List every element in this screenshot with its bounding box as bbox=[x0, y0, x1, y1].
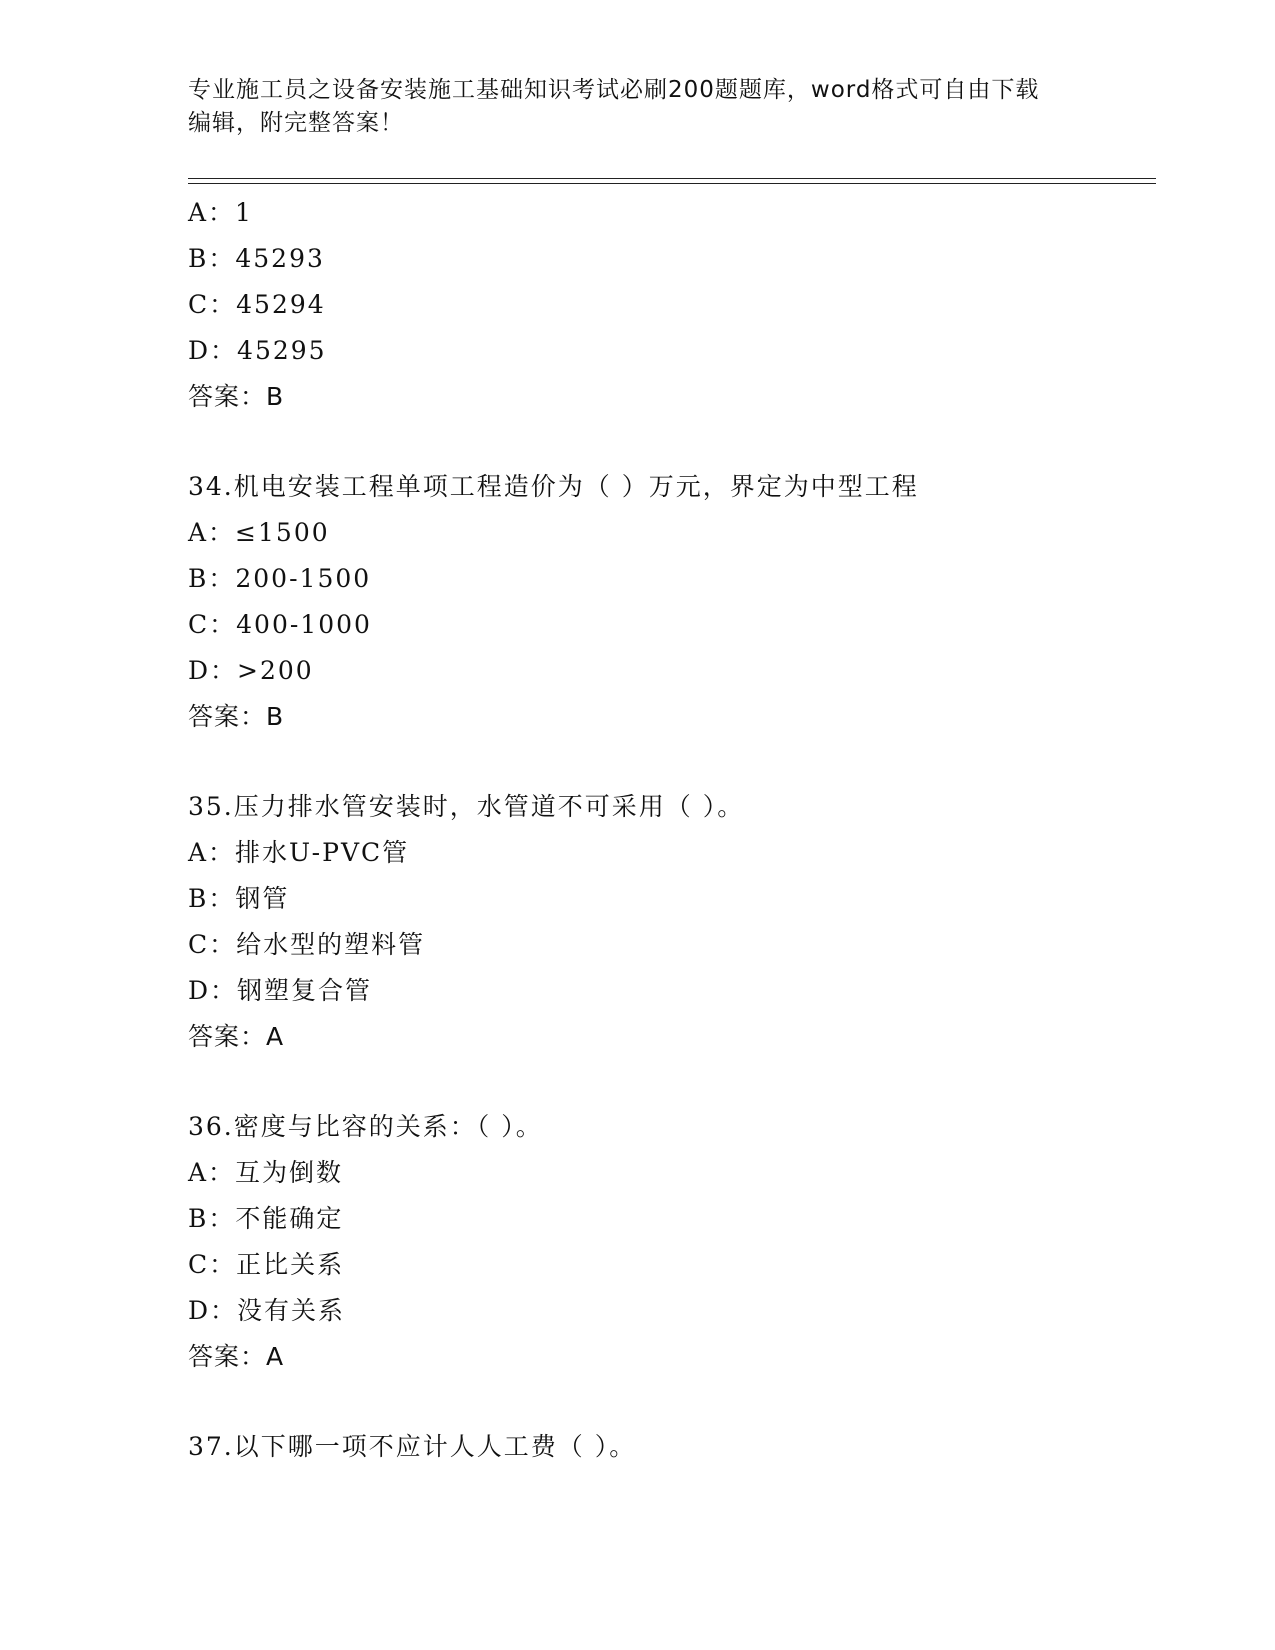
option-d: D：钢塑复合管 bbox=[188, 976, 373, 1005]
option-a: A：排水U-PVC管 bbox=[188, 838, 410, 867]
question-37 bbox=[188, 1424, 1148, 1470]
answer-line: 答案：B bbox=[188, 382, 285, 411]
question-34 bbox=[188, 464, 1148, 740]
document-header bbox=[188, 74, 1088, 140]
option-a: A：1 bbox=[188, 198, 253, 227]
question-title: 36.密度与比容的关系：（ ）。 bbox=[188, 1112, 543, 1141]
option-b: B：钢管 bbox=[188, 884, 290, 913]
header-divider-bottom bbox=[188, 183, 1156, 184]
header-line-1: 专业施工员之设备安装施工基础知识考试必刷200题题库，word格式可自由下载 bbox=[188, 77, 1040, 103]
option-a: A：≤1500 bbox=[188, 518, 330, 547]
answer-line: 答案：B bbox=[188, 702, 285, 731]
option-c: C：给水型的塑料管 bbox=[188, 930, 426, 959]
header-divider-top bbox=[188, 178, 1156, 179]
answer-line: 答案：A bbox=[188, 1342, 285, 1371]
option-c: C：45294 bbox=[188, 290, 326, 319]
option-b: B：不能确定 bbox=[188, 1204, 344, 1233]
question-title: 34.机电安装工程单项工程造价为（ ）万元，界定为中型工程 bbox=[188, 472, 919, 501]
question-35 bbox=[188, 784, 1148, 1060]
answer-line: 答案：A bbox=[188, 1022, 285, 1051]
option-c: C：400-1000 bbox=[188, 610, 372, 639]
question-36 bbox=[188, 1104, 1148, 1380]
option-c: C：正比关系 bbox=[188, 1250, 345, 1279]
question-list bbox=[188, 190, 1148, 1470]
option-b: B：45293 bbox=[188, 244, 325, 273]
header-line-2: 编辑，附完整答案！ bbox=[188, 110, 404, 136]
question-title: 35.压力排水管安装时，水管道不可采用（ ）。 bbox=[188, 792, 745, 821]
option-d: D：>200 bbox=[188, 656, 314, 685]
option-a: A：互为倒数 bbox=[188, 1158, 344, 1187]
option-d: D：没有关系 bbox=[188, 1296, 346, 1325]
option-b: B：200-1500 bbox=[188, 564, 372, 593]
question-33 bbox=[188, 190, 1148, 420]
option-d: D：45295 bbox=[188, 336, 327, 365]
question-title: 37.以下哪一项不应计人人工费（ ）。 bbox=[188, 1432, 637, 1461]
